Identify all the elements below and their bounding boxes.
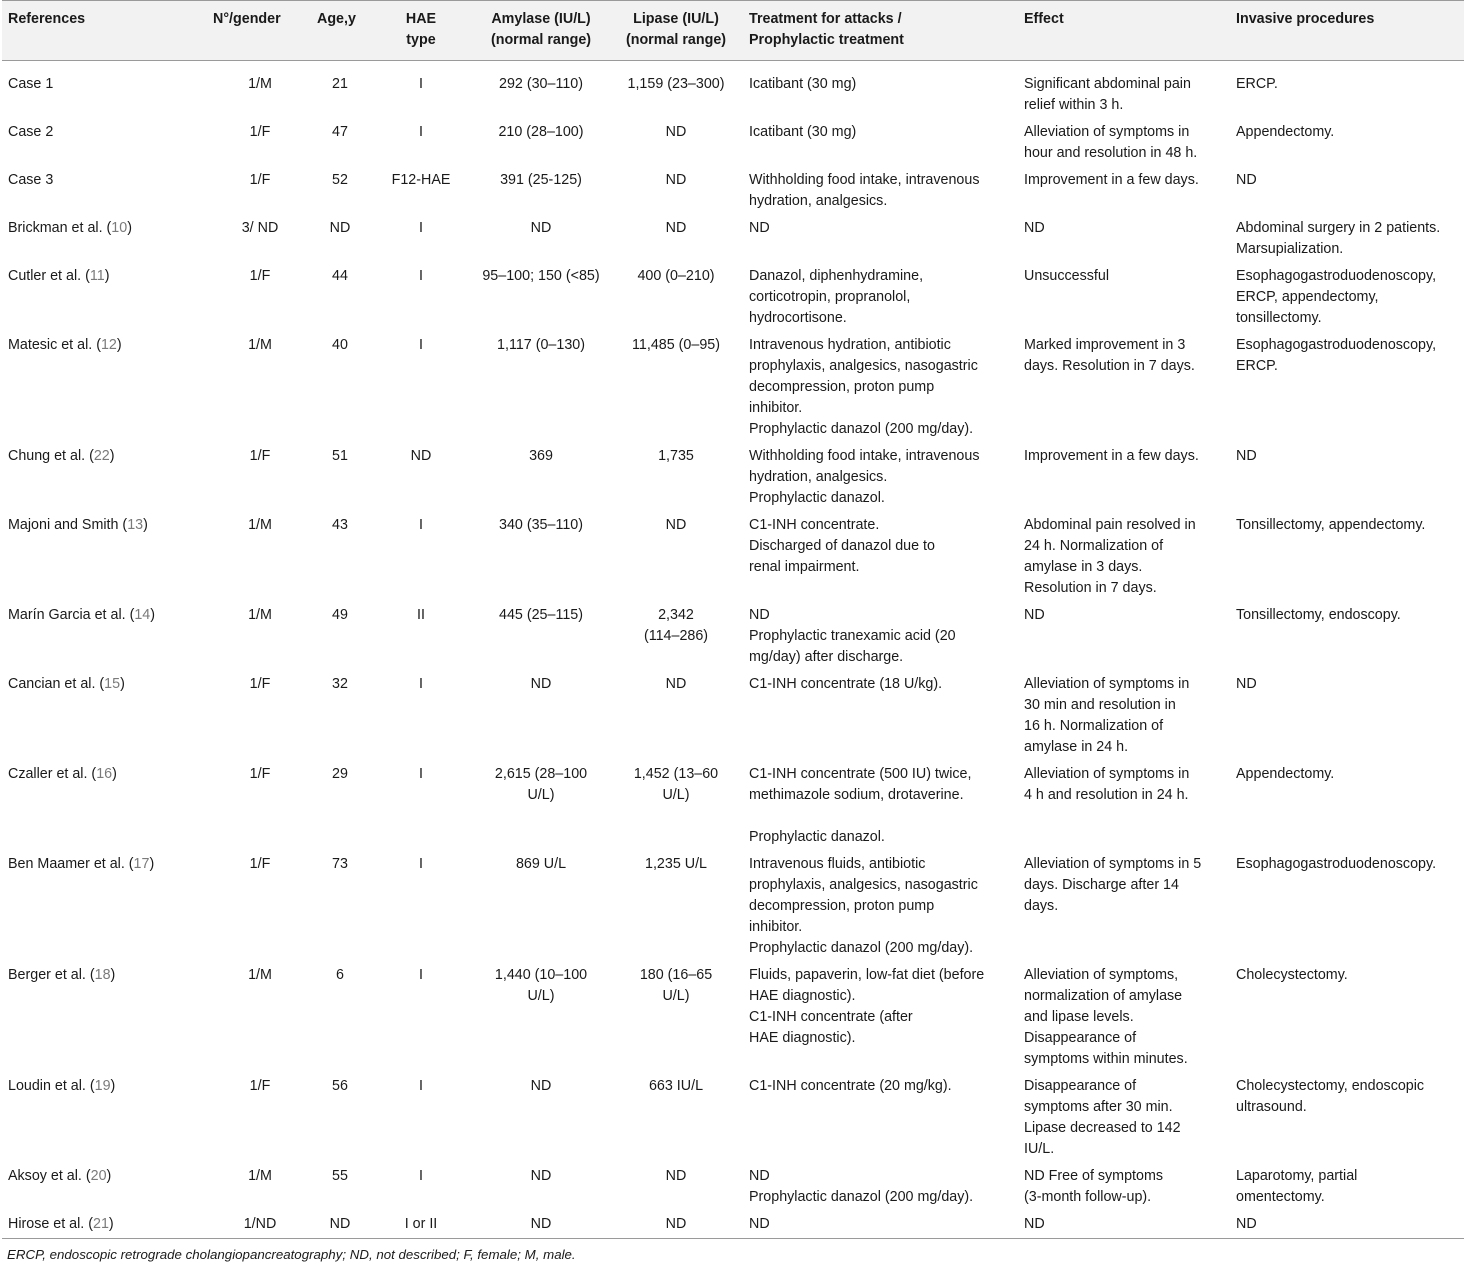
reference-author: Aksoy et al. ( xyxy=(8,1168,91,1184)
cell-invasive: Esophagogastroduodenoscopy. xyxy=(1236,856,1437,872)
cell-amylase: 292 (30–110) xyxy=(499,76,583,92)
reference-close-paren: ) xyxy=(120,676,125,692)
cell-effect: Improvement in a few days. xyxy=(1024,448,1199,464)
cell-treatment: Withholding food intake, intravenous hydration, analgesics. xyxy=(749,172,980,209)
reference-author: Case 3 xyxy=(8,172,54,188)
cell-treatment: Intravenous hydration, antibiotic prophylaxis, analgesics, nasogastric decompression, proton pump inhibitor. Prophylactic danazol (200 mg/day). xyxy=(749,337,978,437)
cell-treatment: C1-INH concentrate (18 U/kg). xyxy=(749,676,943,692)
cell-lipase: ND xyxy=(665,220,687,236)
cell-age: 43 xyxy=(332,517,348,533)
reference-number-link[interactable]: 17 xyxy=(133,856,150,872)
reference-close-paren: ) xyxy=(108,1216,114,1232)
table-row xyxy=(2,1071,1464,1161)
reference-number-link[interactable]: 16 xyxy=(96,766,113,782)
table-footnote: ERCP, endoscopic retrograde cholangiopancreatography; ND, not described; F, female; M, male. xyxy=(7,1247,576,1262)
cell-lipase: ND xyxy=(665,124,687,140)
cell-hae-type: I xyxy=(419,1078,423,1094)
cell-age: 40 xyxy=(332,337,348,353)
cell-amylase: 369 xyxy=(529,448,553,464)
cell-gender: 1/M xyxy=(248,607,272,623)
cell-hae-type: I xyxy=(419,337,423,353)
cell-hae-type: I xyxy=(419,766,423,782)
cell-lipase: 2,342 (114–286) xyxy=(643,607,709,644)
cell-gender: 1/F xyxy=(249,856,271,872)
cell-hae-type: F12-HAE xyxy=(391,172,451,188)
cell-treatment: C1-INH concentrate. Discharged of danazol due to renal impairment. xyxy=(749,517,935,575)
cell-gender: 1/F xyxy=(249,1078,271,1094)
cell-hae-type: I xyxy=(419,676,423,692)
reference-author: Case 1 xyxy=(8,76,54,92)
table-row xyxy=(2,759,1464,849)
table-row xyxy=(2,261,1464,330)
cell-invasive: Tonsillectomy, appendectomy. xyxy=(1236,517,1426,533)
cell-age: 32 xyxy=(332,676,348,692)
cell-amylase: 95–100; 150 (<85) xyxy=(482,268,600,284)
cell-treatment: Intravenous fluids, antibiotic prophylaxis, analgesics, nasogastric decompression, proton pump inhibitor. Prophylactic danazol (200 mg/day). xyxy=(749,856,978,956)
reference-number-link[interactable]: 20 xyxy=(90,1168,107,1184)
header-gender: N°/gender xyxy=(207,1,311,61)
header-effect: Effect xyxy=(1018,1,1230,61)
cell-age: 44 xyxy=(332,268,348,284)
cell-lipase: ND xyxy=(665,676,687,692)
cell-hae-type: I or II xyxy=(367,1209,473,1239)
cell-age: 6 xyxy=(336,967,344,983)
cell-age: 52 xyxy=(332,172,348,188)
reference-close-paren: ) xyxy=(150,607,155,623)
reference-number-link[interactable]: 15 xyxy=(104,676,121,692)
cell-lipase: ND xyxy=(665,1168,687,1184)
reference-author: Hirose et al. ( xyxy=(8,1216,94,1232)
cell-invasive: Tonsillectomy, endoscopy. xyxy=(1236,607,1401,623)
cell-amylase: 391 (25-125) xyxy=(500,172,582,188)
cell-hae-type: ND xyxy=(410,448,432,464)
cell-invasive: Esophagogastroduodenoscopy, ERCP. xyxy=(1236,337,1437,374)
reference-author: Cancian et al. ( xyxy=(8,676,105,692)
header-treatment: Treatment for attacks / Prophylactic treatment xyxy=(743,1,1018,61)
cell-lipase: ND xyxy=(665,517,687,533)
table-row xyxy=(2,1161,1464,1209)
cell-gender: 1/F xyxy=(249,172,271,188)
cell-effect: Abdominal pain resolved in 24 h. Normalization of amylase in 3 days. Resolution in 7 days. xyxy=(1024,517,1196,596)
cell-reference xyxy=(2,759,207,849)
cell-treatment: Danazol, diphenhydramine, corticotropin, propranolol, hydrocortisone. xyxy=(749,268,924,326)
reference-author: Loudin et al. ( xyxy=(8,1078,95,1094)
cell-invasive: Esophagogastroduodenoscopy, ERCP, appendectomy, tonsillectomy. xyxy=(1236,268,1437,326)
cell-hae-type: I xyxy=(419,268,423,284)
cell-gender: 1/M xyxy=(248,76,272,92)
cell-gender: 1/M xyxy=(248,517,272,533)
cell-amylase: 869 U/L xyxy=(515,856,567,872)
reference-close-paren: ) xyxy=(106,1168,112,1184)
cell-age: 56 xyxy=(332,1078,348,1094)
cell-effect: Alleviation of symptoms in hour and resolution in 48 h. xyxy=(1024,124,1198,161)
cell-treatment: ND Prophylactic danazol (200 mg/day). xyxy=(749,1168,974,1205)
reference-author: Brickman et al. ( xyxy=(8,220,112,236)
cell-treatment: Icatibant (30 mg) xyxy=(749,76,857,92)
cell-effect: Marked improvement in 3 days. Resolution in 7 days. xyxy=(1024,337,1195,374)
cell-effect: ND xyxy=(1024,220,1045,236)
cell-age: 55 xyxy=(332,1168,348,1184)
table-row xyxy=(2,849,1464,960)
cell-invasive: Cholecystectomy, endoscopic ultrasound. xyxy=(1236,1078,1425,1115)
cell-hae-type: I xyxy=(419,124,423,140)
cell-amylase: 210 (28–100) xyxy=(498,124,584,140)
cell-hae-type: I xyxy=(419,517,423,533)
reference-close-paren: ) xyxy=(143,517,148,533)
cell-lipase: 1,452 (13–60 U/L) xyxy=(633,766,719,803)
cell-lipase: 663 IU/L xyxy=(648,1078,704,1094)
cell-amylase: 1,117 (0–130) xyxy=(497,337,585,353)
reference-close-paren: ) xyxy=(116,337,122,353)
reference-number-link[interactable]: 12 xyxy=(100,337,117,353)
reference-author: Majoni and Smith ( xyxy=(8,517,128,533)
reference-author: Cutler et al. ( xyxy=(8,268,90,284)
reference-close-paren: ) xyxy=(109,448,115,464)
reference-author: Matesic et al. ( xyxy=(8,337,101,353)
cell-effect: ND xyxy=(1024,607,1045,623)
cell-amylase: 340 (35–110) xyxy=(499,517,583,533)
cell-effect: Disappearance of symptoms after 30 min. Lipase decreased to 142 IU/L. xyxy=(1024,1078,1181,1157)
cell-amylase: 445 (25–115) xyxy=(499,607,583,623)
cell-treatment: ND xyxy=(749,220,770,236)
reference-author: Chung et al. ( xyxy=(8,448,94,464)
cell-invasive: Appendectomy. xyxy=(1236,766,1335,782)
cell-lipase: ND xyxy=(665,172,687,188)
header-row xyxy=(2,1,1464,61)
cell-age: 73 xyxy=(332,856,348,872)
cell-invasive: ND xyxy=(1236,172,1257,188)
cell-hae-type: I xyxy=(419,967,423,983)
cell-reference xyxy=(2,261,207,330)
header-lipase: Lipase (IU/L) (normal range) xyxy=(607,1,743,61)
reference-author: Berger et al. ( xyxy=(8,967,95,983)
reference-author: Ben Maamer et al. ( xyxy=(8,856,134,872)
cell-hae-type: II xyxy=(417,607,425,623)
cell-invasive: Abdominal surgery in 2 patients. Marsupialization. xyxy=(1236,220,1441,257)
table-row xyxy=(2,213,1464,261)
cell-treatment: ND xyxy=(743,1209,1018,1239)
cell-reference xyxy=(2,441,207,510)
cell-gender: 1/F xyxy=(249,676,271,692)
cell-reference xyxy=(2,960,207,1071)
cell-amylase: ND xyxy=(530,1168,552,1184)
cell-treatment: Fluids, papaverin, low-fat diet (before HAE diagnostic). C1-INH concentrate (after HAE diagnostic). xyxy=(749,967,985,1046)
table-row xyxy=(2,1209,1464,1239)
reference-number-link[interactable]: 19 xyxy=(94,1078,111,1094)
reference-number-link[interactable]: 10 xyxy=(111,220,128,236)
reference-close-paren: ) xyxy=(110,967,116,983)
reference-number-link[interactable]: 18 xyxy=(94,967,111,983)
cell-gender: 1/M xyxy=(248,1168,272,1184)
cell-lipase: ND xyxy=(607,1209,743,1239)
cell-amylase: ND xyxy=(530,676,552,692)
cell-effect: Unsuccessful xyxy=(1024,268,1110,284)
cell-invasive: Appendectomy. xyxy=(1236,124,1335,140)
cell-effect: Improvement in a few days. xyxy=(1024,172,1199,188)
cell-treatment: ND Prophylactic tranexamic acid (20 mg/day) after discharge. xyxy=(749,607,956,665)
cell-effect: ND Free of symptoms (3-month follow-up). xyxy=(1024,1168,1164,1205)
cell-treatment: Withholding food intake, intravenous hydration, analgesics. Prophylactic danazol. xyxy=(749,448,980,506)
cell-age: 51 xyxy=(332,448,348,464)
cell-lipase: 180 (16–65 U/L) xyxy=(639,967,713,1004)
reference-number-link[interactable]: 22 xyxy=(93,448,110,464)
cell-hae-type: I xyxy=(419,76,423,92)
reference-number-link[interactable]: 21 xyxy=(93,1216,109,1232)
table-row xyxy=(2,960,1464,1071)
cell-lipase: 11,485 (0–95) xyxy=(632,337,720,353)
reference-close-paren: ) xyxy=(127,220,132,236)
cell-effect: ND xyxy=(1018,1209,1230,1239)
cell-age: 47 xyxy=(332,124,348,140)
reference-close-paren: ) xyxy=(149,856,155,872)
cell-effect: Significant abdominal pain relief within 3 h. xyxy=(1024,76,1191,113)
cell-age: 29 xyxy=(332,766,348,782)
cell-age: ND xyxy=(311,1209,367,1239)
reference-close-paren: ) xyxy=(110,1078,116,1094)
cell-reference xyxy=(2,330,207,441)
table-row xyxy=(2,600,1464,669)
reference-close-paren: ) xyxy=(104,268,110,284)
cell-hae-type: I xyxy=(419,856,423,872)
table-row xyxy=(2,510,1464,600)
header-age: Age,y xyxy=(311,1,367,61)
reference-author: Czaller et al. ( xyxy=(8,766,97,782)
cell-age: 21 xyxy=(332,76,348,92)
reference-number-link[interactable]: 11 xyxy=(89,268,105,284)
cell-amylase: 1,440 (10–100 U/L) xyxy=(494,967,588,1004)
cell-reference xyxy=(2,1071,207,1161)
cell-amylase: ND xyxy=(473,1209,607,1239)
table-row xyxy=(2,441,1464,510)
cell-age: 49 xyxy=(332,607,348,623)
cell-invasive: ND xyxy=(1236,676,1257,692)
cell-age: ND xyxy=(329,220,351,236)
table-row xyxy=(2,330,1464,441)
cell-gender: 1/M xyxy=(248,967,272,983)
cell-lipase: 1,235 U/L xyxy=(645,856,707,872)
cell-lipase: 1,735 xyxy=(658,448,694,464)
cell-invasive: Laparotomy, partial omentectomy. xyxy=(1236,1168,1358,1205)
cell-reference xyxy=(2,510,207,600)
table-row xyxy=(2,165,1464,213)
cell-gender: 1/ND xyxy=(207,1209,311,1239)
table-row xyxy=(2,117,1464,165)
cell-gender: 1/F xyxy=(249,124,271,140)
header-amylase: Amylase (IU/L) (normal range) xyxy=(473,1,607,61)
cell-gender: 1/F xyxy=(249,766,271,782)
cell-reference xyxy=(2,1161,207,1209)
header-hae-type: HAE type xyxy=(367,1,473,61)
cell-reference xyxy=(2,165,207,213)
cell-effect: Alleviation of symptoms in 5 days. Discharge after 14 days. xyxy=(1024,856,1202,914)
cell-gender: 3/ ND xyxy=(241,220,279,236)
cell-reference xyxy=(2,849,207,960)
cell-gender: 1/M xyxy=(248,337,272,353)
cell-hae-type: I xyxy=(419,220,423,236)
reference-author: Case 2 xyxy=(8,124,54,140)
reference-number-link[interactable]: 13 xyxy=(127,517,144,533)
table-row xyxy=(2,61,1464,118)
cell-invasive: ND xyxy=(1236,448,1257,464)
cell-reference xyxy=(2,213,207,261)
cell-treatment: C1-INH concentrate (20 mg/kg). xyxy=(749,1078,952,1094)
cell-amylase: 2,615 (28–100 U/L) xyxy=(494,766,588,803)
cell-reference xyxy=(2,1209,207,1239)
reference-number-link[interactable]: 14 xyxy=(134,607,151,623)
cell-gender: 1/F xyxy=(249,268,271,284)
table-body xyxy=(2,61,1464,1239)
cell-reference xyxy=(2,117,207,165)
cell-invasive: ERCP. xyxy=(1236,76,1278,92)
cell-hae-type: I xyxy=(419,1168,423,1184)
hae-pancreatitis-table xyxy=(2,0,1464,1239)
cell-effect: Alleviation of symptoms in 4 h and resolution in 24 h. xyxy=(1024,766,1190,803)
cell-effect: Alleviation of symptoms in 30 min and resolution in 16 h. Normalization of amylase in 24 h. xyxy=(1024,676,1190,755)
reference-close-paren: ) xyxy=(112,766,117,782)
cell-effect: Alleviation of symptoms, normalization of amylase and lipase levels. Disappearance of symptoms within minutes. xyxy=(1024,967,1188,1067)
cell-amylase: ND xyxy=(530,220,552,236)
cell-amylase: ND xyxy=(530,1078,552,1094)
cell-reference xyxy=(2,600,207,669)
cell-invasive: Cholecystectomy. xyxy=(1236,967,1348,983)
cell-lipase: 400 (0–210) xyxy=(637,268,715,284)
cell-lipase: 1,159 (23–300) xyxy=(627,76,725,92)
cell-invasive: ND xyxy=(1230,1209,1464,1239)
cell-reference xyxy=(2,669,207,759)
cell-treatment: C1-INH concentrate (500 IU) twice, methimazole sodium, drotaverine. Prophylactic danazol. xyxy=(749,766,972,845)
table-row xyxy=(2,669,1464,759)
reference-author: Marín Garcia et al. ( xyxy=(8,607,135,623)
header-invasive: Invasive procedures xyxy=(1230,1,1464,61)
header-references: References xyxy=(2,1,207,61)
cell-treatment: Icatibant (30 mg) xyxy=(749,124,857,140)
cell-reference xyxy=(2,61,207,118)
cell-gender: 1/F xyxy=(249,448,271,464)
